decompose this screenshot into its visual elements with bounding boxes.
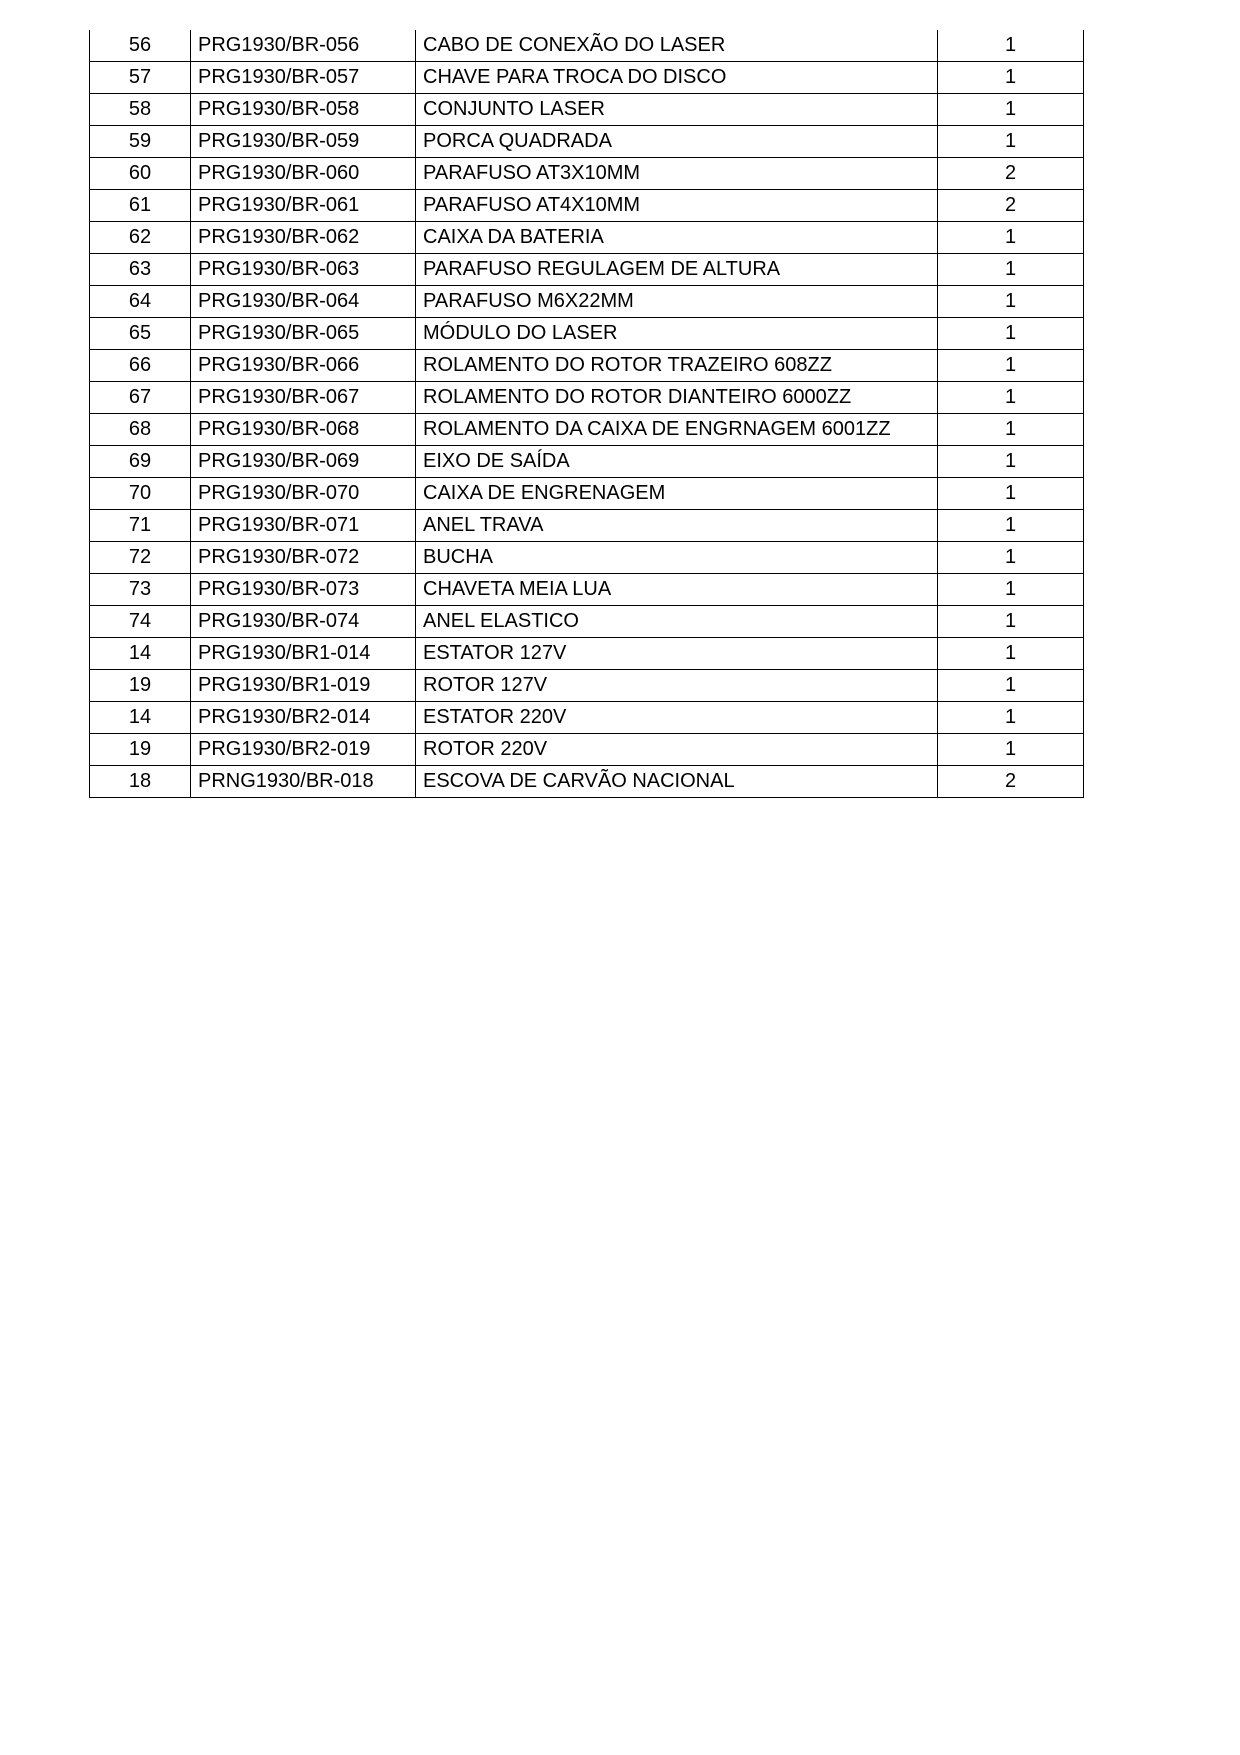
table-row xyxy=(90,62,1084,94)
item-number-cell: 70 xyxy=(90,478,191,510)
description-cell: ESCOVA DE CARVÃO NACIONAL xyxy=(416,766,938,798)
item-number-cell: 65 xyxy=(90,318,191,350)
quantity-cell: 1 xyxy=(938,222,1084,254)
quantity-cell: 1 xyxy=(938,30,1084,62)
item-number-cell: 66 xyxy=(90,350,191,382)
part-code-cell: PRG1930/BR-067 xyxy=(191,382,416,414)
quantity-cell: 1 xyxy=(938,670,1084,702)
description-cell: ESTATOR 220V xyxy=(416,702,938,734)
description-cell: CAIXA DA BATERIA xyxy=(416,222,938,254)
quantity-cell: 1 xyxy=(938,734,1084,766)
table-row xyxy=(90,126,1084,158)
quantity-cell: 1 xyxy=(938,606,1084,638)
item-number-cell: 59 xyxy=(90,126,191,158)
table-row xyxy=(90,670,1084,702)
part-code-cell: PRG1930/BR-057 xyxy=(191,62,416,94)
item-number-cell: 64 xyxy=(90,286,191,318)
description-cell: EIXO DE SAÍDA xyxy=(416,446,938,478)
item-number-cell: 62 xyxy=(90,222,191,254)
quantity-cell: 1 xyxy=(938,510,1084,542)
description-cell: PARAFUSO AT4X10MM xyxy=(416,190,938,222)
item-number-cell: 72 xyxy=(90,542,191,574)
item-number-cell: 58 xyxy=(90,94,191,126)
quantity-cell: 1 xyxy=(938,542,1084,574)
item-number-cell: 73 xyxy=(90,574,191,606)
parts-table-body xyxy=(90,30,1084,798)
table-row xyxy=(90,350,1084,382)
description-cell: ROLAMENTO DO ROTOR TRAZEIRO 608ZZ xyxy=(416,350,938,382)
part-code-cell: PRG1930/BR-063 xyxy=(191,254,416,286)
item-number-cell: 63 xyxy=(90,254,191,286)
quantity-cell: 1 xyxy=(938,638,1084,670)
part-code-cell: PRG1930/BR-066 xyxy=(191,350,416,382)
part-code-cell: PRG1930/BR-072 xyxy=(191,542,416,574)
item-number-cell: 19 xyxy=(90,670,191,702)
item-number-cell: 74 xyxy=(90,606,191,638)
table-row xyxy=(90,222,1084,254)
table-row xyxy=(90,158,1084,190)
table-row xyxy=(90,478,1084,510)
table-row xyxy=(90,734,1084,766)
table-row xyxy=(90,766,1084,798)
part-code-cell: PRG1930/BR-069 xyxy=(191,446,416,478)
description-cell: CHAVE PARA TROCA DO DISCO xyxy=(416,62,938,94)
part-code-cell: PRG1930/BR2-019 xyxy=(191,734,416,766)
description-cell: ROLAMENTO DA CAIXA DE ENGRNAGEM 6001ZZ xyxy=(416,414,938,446)
part-code-cell: PRG1930/BR-061 xyxy=(191,190,416,222)
item-number-cell: 14 xyxy=(90,638,191,670)
table-row xyxy=(90,574,1084,606)
table-row xyxy=(90,254,1084,286)
part-code-cell: PRG1930/BR-071 xyxy=(191,510,416,542)
description-cell: ESTATOR 127V xyxy=(416,638,938,670)
table-row xyxy=(90,702,1084,734)
part-code-cell: PRG1930/BR-059 xyxy=(191,126,416,158)
part-code-cell: PRG1930/BR-074 xyxy=(191,606,416,638)
part-code-cell: PRG1930/BR-060 xyxy=(191,158,416,190)
part-code-cell: PRG1930/BR2-014 xyxy=(191,702,416,734)
quantity-cell: 1 xyxy=(938,446,1084,478)
description-cell: CABO DE CONEXÃO DO LASER xyxy=(416,30,938,62)
description-cell: ANEL ELASTICO xyxy=(416,606,938,638)
quantity-cell: 1 xyxy=(938,478,1084,510)
table-row xyxy=(90,30,1084,62)
table-row xyxy=(90,414,1084,446)
item-number-cell: 61 xyxy=(90,190,191,222)
quantity-cell: 1 xyxy=(938,62,1084,94)
item-number-cell: 14 xyxy=(90,702,191,734)
quantity-cell: 1 xyxy=(938,318,1084,350)
table-row xyxy=(90,542,1084,574)
quantity-cell: 1 xyxy=(938,382,1084,414)
quantity-cell: 2 xyxy=(938,190,1084,222)
table-row xyxy=(90,190,1084,222)
table-row xyxy=(90,606,1084,638)
description-cell: ROTOR 220V xyxy=(416,734,938,766)
table-row xyxy=(90,94,1084,126)
parts-table xyxy=(89,30,1084,798)
part-code-cell: PRG1930/BR-065 xyxy=(191,318,416,350)
description-cell: ROLAMENTO DO ROTOR DIANTEIRO 6000ZZ xyxy=(416,382,938,414)
part-code-cell: PRG1930/BR1-019 xyxy=(191,670,416,702)
table-row xyxy=(90,382,1084,414)
description-cell: CAIXA DE ENGRENAGEM xyxy=(416,478,938,510)
part-code-cell: PRG1930/BR-068 xyxy=(191,414,416,446)
item-number-cell: 67 xyxy=(90,382,191,414)
description-cell: BUCHA xyxy=(416,542,938,574)
quantity-cell: 1 xyxy=(938,414,1084,446)
part-code-cell: PRG1930/BR-062 xyxy=(191,222,416,254)
table-row xyxy=(90,510,1084,542)
quantity-cell: 2 xyxy=(938,158,1084,190)
quantity-cell: 1 xyxy=(938,126,1084,158)
description-cell: MÓDULO DO LASER xyxy=(416,318,938,350)
quantity-cell: 1 xyxy=(938,702,1084,734)
quantity-cell: 1 xyxy=(938,254,1084,286)
description-cell: CHAVETA MEIA LUA xyxy=(416,574,938,606)
table-row xyxy=(90,318,1084,350)
part-code-cell: PRG1930/BR-056 xyxy=(191,30,416,62)
description-cell: ANEL TRAVA xyxy=(416,510,938,542)
item-number-cell: 71 xyxy=(90,510,191,542)
description-cell: PORCA QUADRADA xyxy=(416,126,938,158)
description-cell: CONJUNTO LASER xyxy=(416,94,938,126)
table-row xyxy=(90,446,1084,478)
item-number-cell: 57 xyxy=(90,62,191,94)
description-cell: PARAFUSO REGULAGEM DE ALTURA xyxy=(416,254,938,286)
item-number-cell: 18 xyxy=(90,766,191,798)
description-cell: PARAFUSO M6X22MM xyxy=(416,286,938,318)
description-cell: PARAFUSO AT3X10MM xyxy=(416,158,938,190)
part-code-cell: PRG1930/BR-070 xyxy=(191,478,416,510)
item-number-cell: 68 xyxy=(90,414,191,446)
item-number-cell: 56 xyxy=(90,30,191,62)
part-code-cell: PRNG1930/BR-018 xyxy=(191,766,416,798)
quantity-cell: 1 xyxy=(938,94,1084,126)
description-cell: ROTOR 127V xyxy=(416,670,938,702)
quantity-cell: 1 xyxy=(938,574,1084,606)
item-number-cell: 19 xyxy=(90,734,191,766)
quantity-cell: 1 xyxy=(938,350,1084,382)
quantity-cell: 1 xyxy=(938,286,1084,318)
item-number-cell: 60 xyxy=(90,158,191,190)
quantity-cell: 2 xyxy=(938,766,1084,798)
part-code-cell: PRG1930/BR-064 xyxy=(191,286,416,318)
table-row xyxy=(90,286,1084,318)
table-row xyxy=(90,638,1084,670)
part-code-cell: PRG1930/BR1-014 xyxy=(191,638,416,670)
part-code-cell: PRG1930/BR-073 xyxy=(191,574,416,606)
part-code-cell: PRG1930/BR-058 xyxy=(191,94,416,126)
item-number-cell: 69 xyxy=(90,446,191,478)
